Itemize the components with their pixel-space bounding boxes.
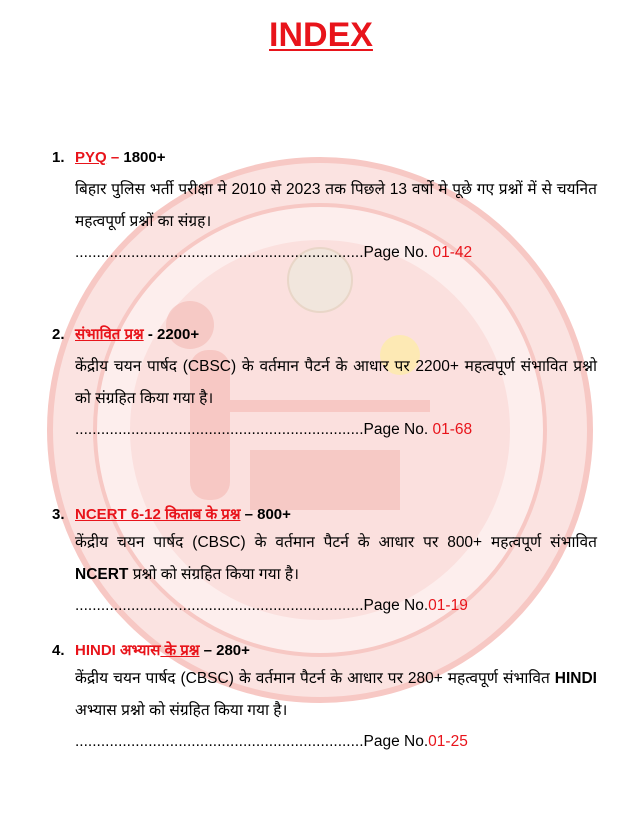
item-topic-plain: HINDI अभ्यास [75, 642, 161, 659]
description-text: केंद्रीय चयन पार्षद (CBSC) के वर्तमान पैटर्न के आधार पर 800+ महत्वपूर्ण संभावित [75, 534, 597, 551]
page-label: Page No. [363, 597, 429, 614]
item-count: 800+ [257, 506, 291, 523]
item-number: 1. [52, 149, 65, 166]
leader-dots: ................................................................... [75, 244, 364, 261]
index-item-ncert [52, 505, 597, 617]
item-number: 2. [52, 326, 65, 343]
item-topic: PYQ [75, 149, 107, 166]
index-item-pyq [52, 148, 597, 264]
leader-dots: ................................................................... [75, 421, 364, 438]
item-page-line [75, 419, 597, 441]
description-bold: HINDI [554, 670, 597, 687]
item-heading [52, 325, 597, 345]
page-label: Page No. [363, 733, 429, 750]
item-separator: – [106, 149, 124, 166]
leader-dots: ................................................................... [75, 597, 364, 614]
item-description [75, 527, 597, 591]
item-count: 1800+ [123, 149, 166, 166]
item-description [75, 663, 597, 727]
index-item-hindi [52, 641, 597, 753]
item-separator: – [240, 506, 258, 523]
item-number: 4. [52, 642, 65, 659]
page-title: INDEX [269, 16, 373, 54]
item-heading [52, 148, 597, 168]
page-range: 01-42 [432, 244, 473, 261]
page-label: Page No. [363, 421, 433, 438]
description-text: केंद्रीय चयन पार्षद (CBSC) के वर्तमान पैटर्न के आधार पर 280+ महत्वपूर्ण संभावित [75, 670, 555, 687]
item-heading [52, 641, 597, 661]
leader-dots: ................................................................... [75, 733, 364, 750]
item-separator: - [143, 326, 157, 343]
item-topic: के प्रश्न [160, 642, 200, 659]
page-range: 01-68 [432, 421, 473, 438]
item-topic: NCERT 6-12 किताब के प्रश्न [75, 506, 241, 523]
index-item-sambhavit [52, 325, 597, 441]
item-separator: – [199, 642, 217, 659]
page-range: 01-19 [428, 597, 468, 614]
item-heading [52, 505, 597, 525]
item-page-line [75, 595, 597, 617]
item-description: बिहार पुलिस भर्ती परीक्षा मे 2010 से 2023 तक पिछले 13 वर्षो मे पूछे गए प्रश्नों में से चयनित महत्वपूर्ण प्रश्नों का संग्रह। [75, 181, 597, 230]
item-page-line [75, 242, 597, 264]
description-text-end: प्रश्नो को संग्रहित किया गया है। [128, 566, 299, 583]
item-count: 2200+ [157, 326, 200, 343]
item-description: केंद्रीय चयन पार्षद (CBSC) के वर्तमान पैटर्न के आधार पर 2200+ महत्वपूर्ण संभावित प्रश्नो को संग्रहित किया गया है। [75, 358, 597, 407]
page-label: Page No. [363, 244, 433, 261]
description-bold: NCERT [75, 566, 129, 583]
item-number: 3. [52, 506, 65, 523]
page-range: 01-25 [428, 733, 468, 750]
description-text-end: अभ्यास प्रश्नो को संग्रहित किया गया है। [75, 702, 288, 719]
item-page-line [75, 731, 597, 753]
item-count: 280+ [216, 642, 250, 659]
item-topic: संभावित प्रश्न [75, 326, 144, 343]
